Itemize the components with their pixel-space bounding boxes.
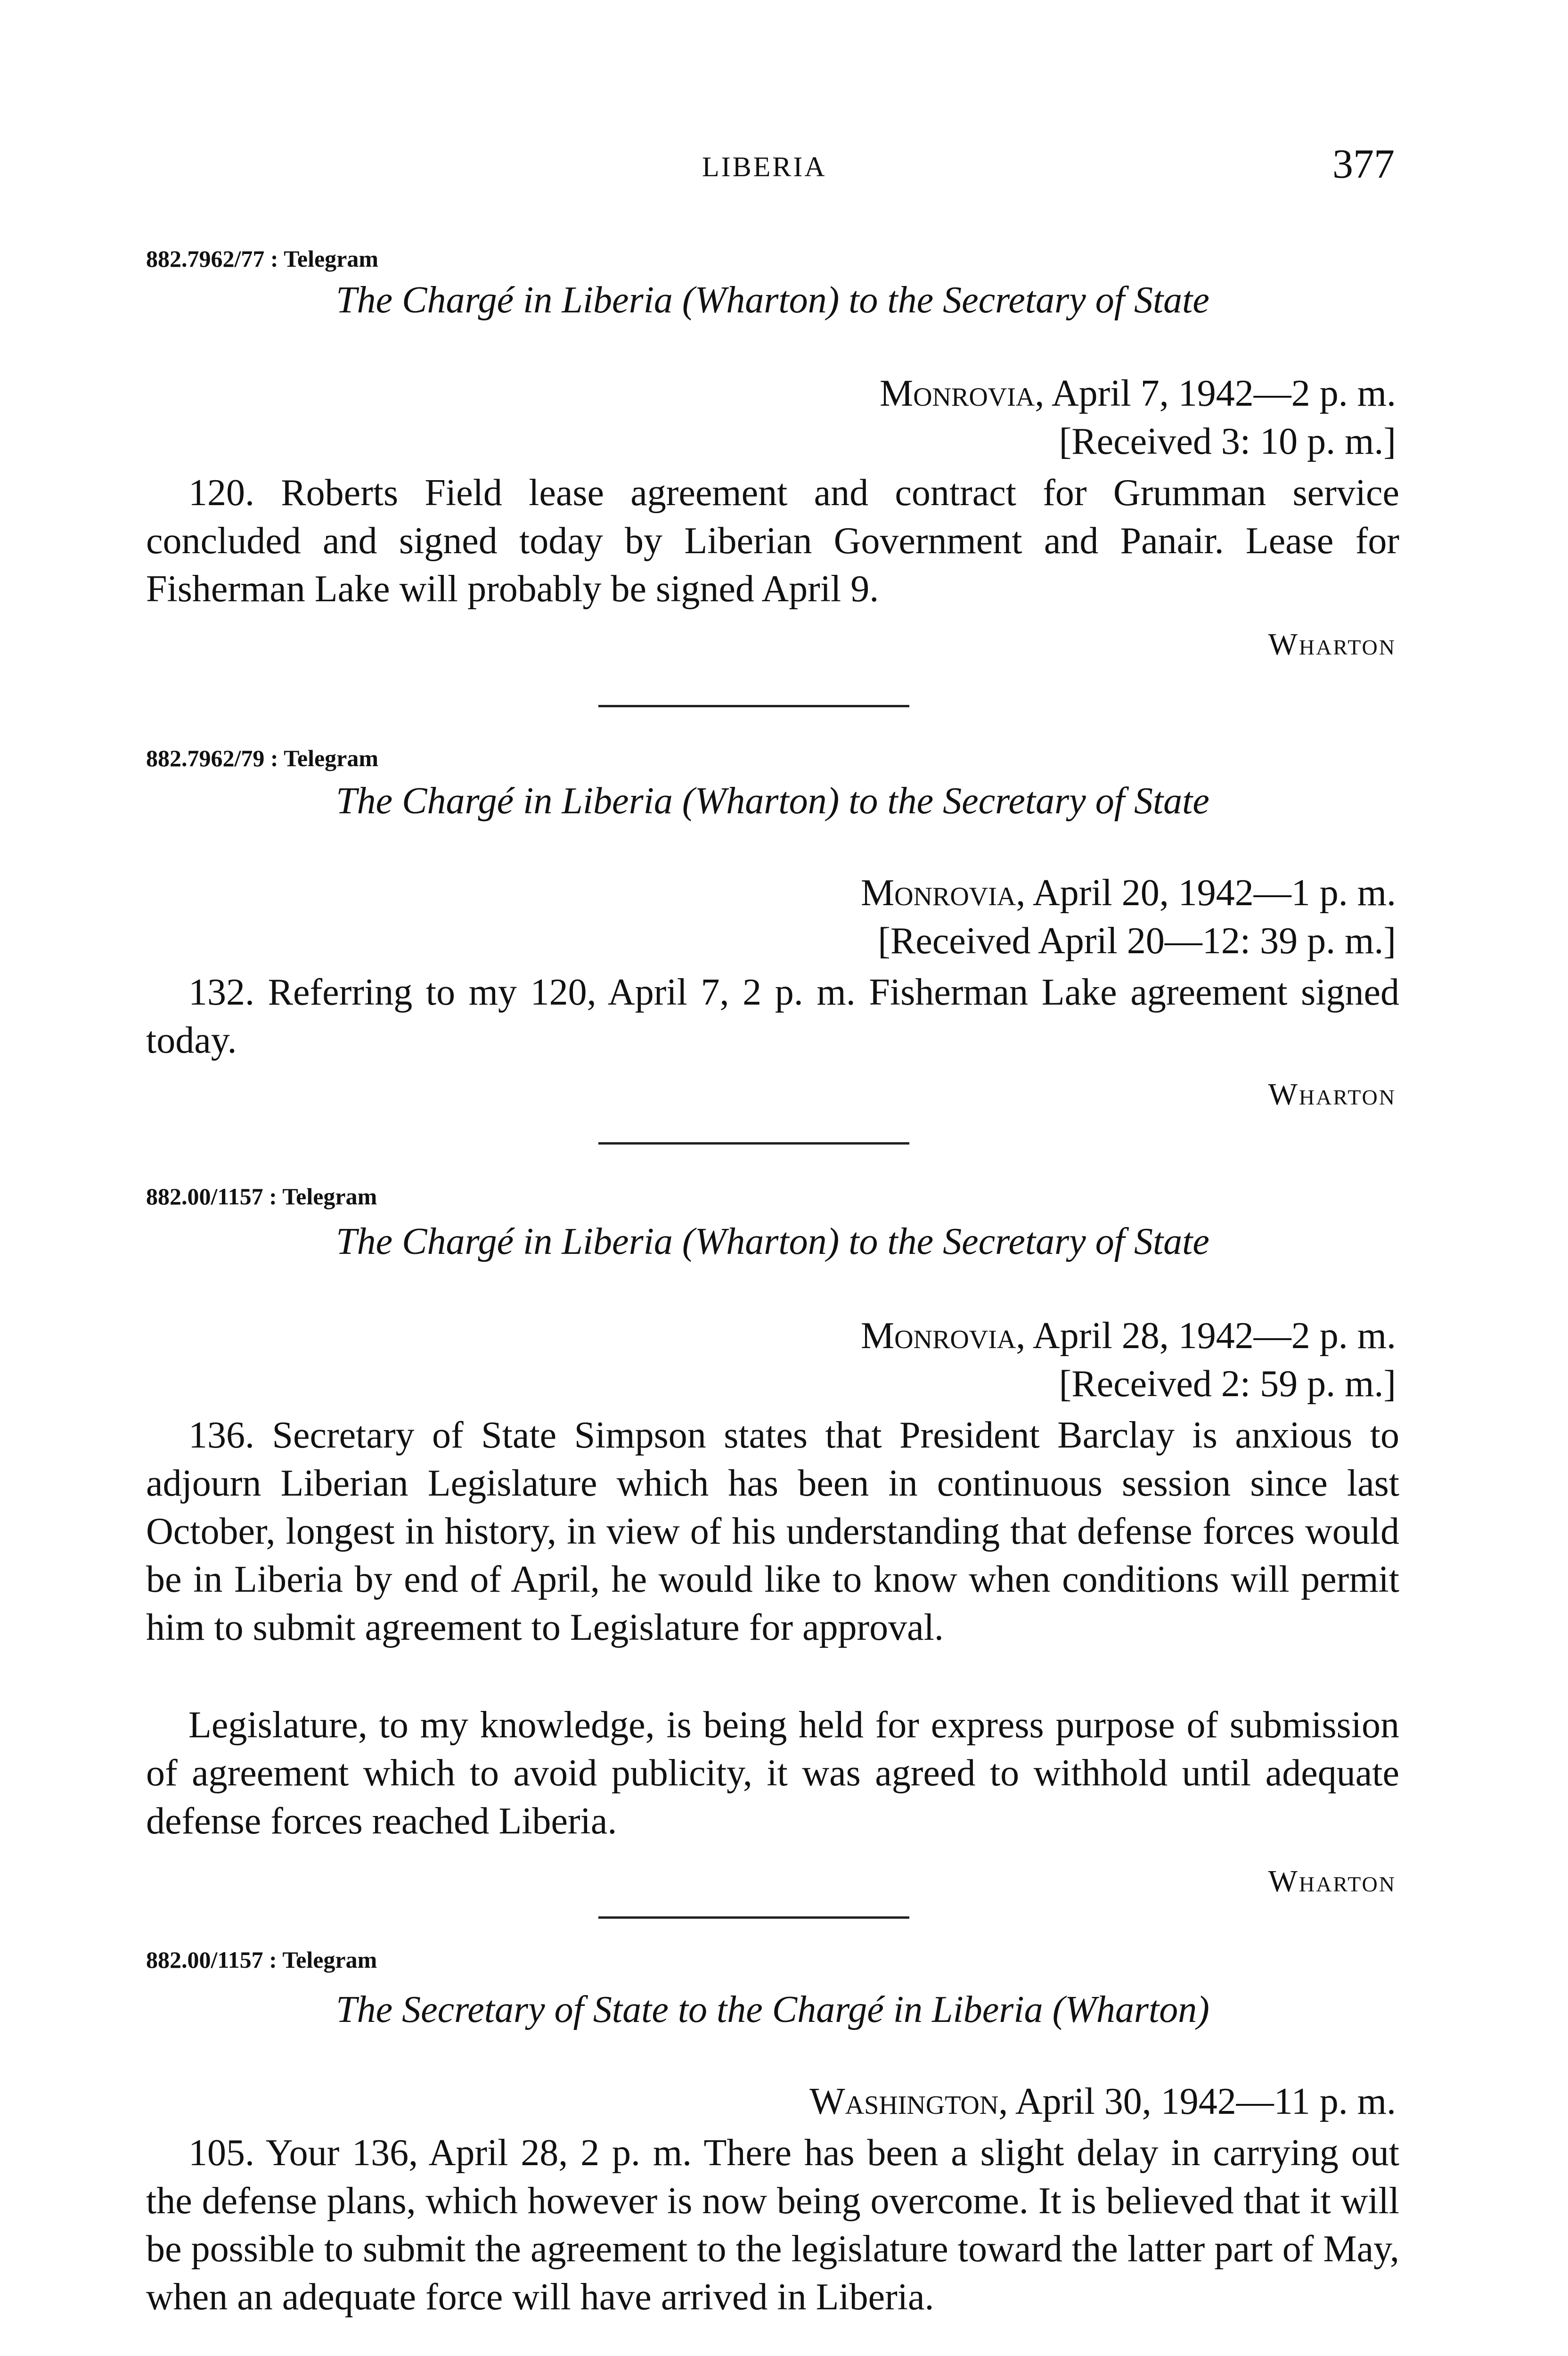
page-number: 377 — [1332, 141, 1395, 187]
received-line: [Received 2: 59 p. m.] — [1059, 1363, 1396, 1405]
paragraph: 120. Roberts Field lease agreement and contract for Grumman service concluded and signed today by Liberian Government and Panair. Lease for Fisherman Lake will probably be signed April 9. — [146, 472, 1399, 610]
document-title: The Secretary of State to the Chargé in Liberia (Wharton) — [336, 1989, 1209, 2030]
file-reference: 882.00/1157 : Telegram — [146, 1183, 377, 1210]
dateline-place: Monrovia — [860, 1315, 1016, 1357]
section-divider — [598, 1142, 909, 1145]
dateline-date: , April 20, 1942—1 p. m. — [1016, 872, 1396, 914]
dateline-place: Monrovia — [860, 872, 1016, 914]
paragraph: 136. Secretary of State Simpson states that President Barclay is anxious to adjourn Liberian Legislature which has been in continuous session since last October, longest in history, in view of his understanding that defense forces would be in Liberia by end of April, he would like to know when conditions will permit him to submit agreement to Legislature for approval. — [146, 1415, 1399, 1648]
dateline-date: , April 28, 1942—2 p. m. — [1016, 1315, 1396, 1357]
document-title: The Chargé in Liberia (Wharton) to the Secretary of State — [336, 1221, 1209, 1262]
paragraph: 132. Referring to my 120, April 7, 2 p. m. Fisherman Lake agreement signed today. — [146, 972, 1399, 1061]
paragraph: Legislature, to my knowledge, is being held for express purpose of submission of agreement which to avoid publicity, it was agreed to withhold until adequate defense forces reached Liberia. — [146, 1704, 1399, 1842]
dateline-date: , April 7, 1942—2 p. m. — [1035, 373, 1396, 414]
dateline-place: Washington — [809, 2081, 999, 2122]
dateline — [861, 872, 1396, 915]
file-reference: 882.7962/79 : Telegram — [146, 745, 379, 771]
dateline — [809, 2080, 1396, 2123]
dateline-date: , April 30, 1942—11 p. m. — [998, 2081, 1396, 2122]
running-title: LIBERIA — [702, 151, 827, 182]
section-divider — [598, 705, 909, 707]
signature: Wharton — [1268, 1077, 1396, 1112]
signature: Wharton — [1268, 627, 1396, 662]
document-title: The Chargé in Liberia (Wharton) to the Secretary of State — [336, 279, 1209, 321]
paragraph: 105. Your 136, April 28, 2 p. m. There has been a slight delay in carrying out the defense plans, which however is now being overcome. It is believed that it will be possible to submit the agreement to the legislature toward the latter part of May, when an adequate force will have arrived in Liberia. — [146, 2132, 1399, 2318]
file-reference: 882.00/1157 : Telegram — [146, 1947, 377, 1973]
dateline-place: Monrovia — [879, 373, 1035, 414]
document-title: The Chargé in Liberia (Wharton) to the Secretary of State — [336, 780, 1209, 822]
dateline — [880, 372, 1396, 415]
signature: Wharton — [1268, 1864, 1396, 1898]
received-line: [Received April 20—12: 39 p. m.] — [878, 920, 1396, 962]
file-reference: 882.7962/77 : Telegram — [146, 245, 379, 272]
received-line: [Received 3: 10 p. m.] — [1059, 421, 1396, 462]
dateline — [861, 1315, 1396, 1358]
section-divider — [598, 1916, 909, 1919]
